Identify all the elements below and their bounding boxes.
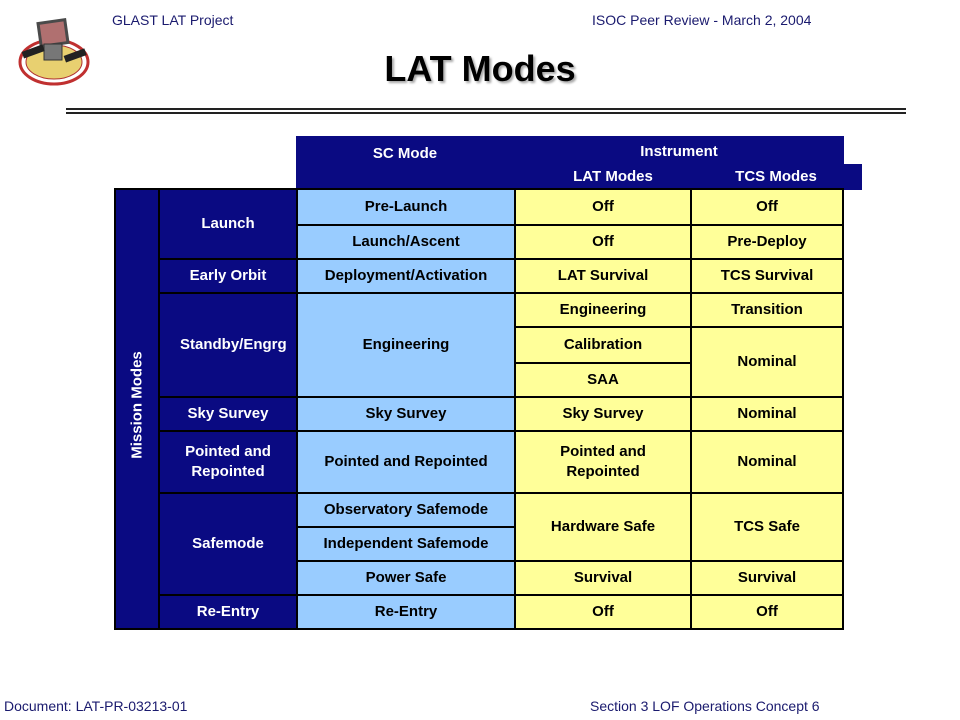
mission-mode-standby: Standby/Engrg — [158, 292, 298, 398]
lat-mode-engineering: Engineering — [514, 292, 692, 328]
header-tcs-modes: TCS Modes — [690, 164, 862, 190]
lat-mode-hardware-safe: Hardware Safe — [514, 492, 692, 562]
header-instrument: Instrument — [514, 136, 844, 168]
tcs-mode-pre-deploy: Pre-Deploy — [690, 224, 844, 260]
footer-section: Section 3 LOF Operations Concept 6 — [590, 698, 820, 714]
sc-mode-power-safe: Power Safe — [296, 560, 516, 596]
sc-mode-engineering: Engineering — [296, 292, 516, 398]
tcs-mode-nominal-engineering: Nominal — [690, 326, 844, 398]
tcs-mode-transition: Transition — [690, 292, 844, 328]
lat-mode-off-prelaunch: Off — [514, 188, 692, 226]
sc-mode-sky-survey: Sky Survey — [296, 396, 516, 432]
header-project: GLAST LAT Project — [112, 12, 234, 28]
mission-mode-early-orbit: Early Orbit — [158, 258, 298, 294]
sc-mode-re-entry: Re-Entry — [296, 594, 516, 630]
sc-mode-independent-safemode: Independent Safemode — [296, 526, 516, 562]
sc-mode-launch-ascent: Launch/Ascent — [296, 224, 516, 260]
lat-mode-off-launch: Off — [514, 224, 692, 260]
lat-mode-survival: LAT Survival — [514, 258, 692, 294]
page-title: LAT Modes — [384, 48, 576, 89]
tcs-mode-off-reentry: Off — [690, 594, 844, 630]
sc-mode-pointed: Pointed and Repointed — [296, 430, 516, 494]
mission-mode-re-entry: Re-Entry — [158, 594, 298, 630]
lat-mode-calibration: Calibration — [514, 326, 692, 364]
header-review: ISOC Peer Review - March 2, 2004 — [592, 12, 812, 28]
lat-mode-off-reentry: Off — [514, 594, 692, 630]
sc-mode-observatory-safemode: Observatory Safemode — [296, 492, 516, 528]
header-lat-modes: LAT Modes — [514, 164, 712, 190]
footer-document: Document: LAT-PR-03213-01 — [4, 698, 188, 714]
tcs-mode-survival: TCS Survival — [690, 258, 844, 294]
tcs-mode-survival-power: Survival — [690, 560, 844, 596]
mission-modes-label: Mission Modes — [128, 351, 146, 459]
mission-mode-sky-survey: Sky Survey — [158, 396, 298, 432]
tcs-mode-safe: TCS Safe — [690, 492, 844, 562]
mission-mode-safemode: Safemode — [158, 492, 298, 596]
lat-mode-sky-survey: Sky Survey — [514, 396, 692, 432]
tcs-mode-off-prelaunch: Off — [690, 188, 844, 226]
mission-mode-pointed: Pointed and Repointed — [158, 430, 298, 494]
lat-mode-survival-power: Survival — [514, 560, 692, 596]
lat-mode-saa: SAA — [514, 362, 692, 398]
sc-mode-pre-launch: Pre-Launch — [296, 188, 516, 226]
lat-mode-pointed: Pointed and Repointed — [514, 430, 692, 494]
header-sc-mode: SC Mode — [296, 136, 514, 172]
tcs-mode-nominal-pointed: Nominal — [690, 430, 844, 494]
mission-mode-launch: Launch — [158, 188, 298, 260]
sc-mode-deployment: Deployment/Activation — [296, 258, 516, 294]
tcs-mode-nominal-survey: Nominal — [690, 396, 844, 432]
